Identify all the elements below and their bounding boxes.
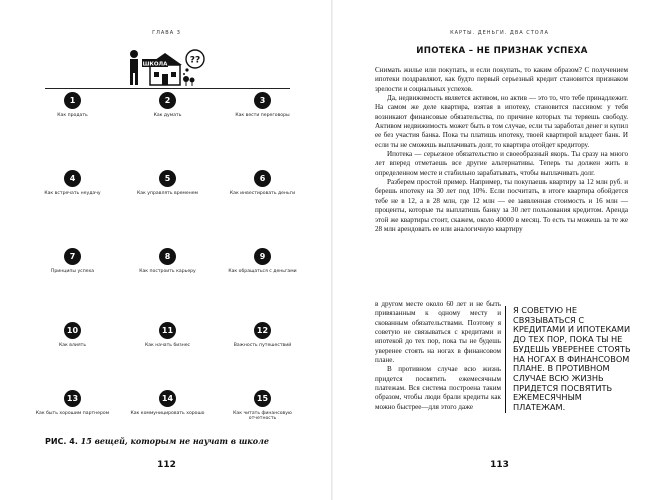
paragraph: в другом месте около 60 лет и не быть привязанным к одному месту и скованным обязательствами. Поэтому я советую не связываться с кредитами и ипотекой до тех пор, пока ты не будешь уверенее стоять на ногах в финансовом плане. [375, 300, 501, 365]
right-page [333, 0, 666, 500]
paragraph: Да, недвижимость является активом, но актив — это то, что тебе принадлежит. На самом же деле квартира, взятая в ипотеку, становится пассивом: у тебя возникают финансовые обязательства, по причине которых ты теряешь свободу. Активом недвижимость может быть в том случае, если ты заработал денег и купил ее без участия банка. Пока ты платишь ипотеку, твоей квартирой владеет банк. И если ты не сможешь выплачивать долг, то квартира отойдет кредитору. [375, 94, 628, 149]
step-item [35, 322, 110, 348]
step-label: Как обращаться с деньгами [228, 269, 297, 274]
person-icon [130, 50, 138, 85]
step-number-badge: 10 [64, 322, 81, 339]
body-text-lower [375, 300, 501, 412]
step-number-badge: 4 [64, 170, 81, 187]
step-number-badge: 2 [159, 92, 176, 109]
section-heading: ИПОТЕКА – НЕ ПРИЗНАК УСПЕХА [416, 46, 588, 56]
tree-icon [183, 76, 195, 86]
step-label: Важность путешествий [233, 343, 292, 348]
school-illustration [120, 45, 220, 90]
step-label: Принципы успеха [50, 269, 95, 274]
illustration-ground-line [45, 88, 290, 89]
step-label: Как построить карьеру [139, 269, 196, 274]
paragraph: Ипотека — серьезное обязательство и своеобразный якорь. Ты сразу на много лет вперед отметаешь все другие альтернативы. Теперь ты должен жить в определенном месте и стабильно зарабатывать, чтобы выплачивать долг. [375, 150, 628, 177]
step-item [225, 92, 300, 118]
step-number-badge: 11 [159, 322, 176, 339]
step-label: Как читать финансовую отчетность [233, 411, 292, 422]
step-item [130, 92, 205, 118]
step-number-badge: 13 [64, 390, 81, 407]
steps-grid [35, 92, 300, 422]
question-bubble-icon [183, 50, 204, 75]
school-sign-text: ШКОЛА [142, 61, 168, 68]
step-label: Как коммуницировать хорошо [130, 411, 205, 416]
step-item [130, 322, 205, 348]
step-label: Как быть хорошим партнером [35, 411, 110, 416]
step-label: Как инвестировать деньги [229, 191, 296, 196]
step-number-badge: 15 [254, 390, 271, 407]
caption-label: РИС. 4. [45, 437, 78, 446]
step-item [130, 248, 205, 274]
step-item [225, 248, 300, 274]
paragraph: Снимать жилье или покупать, и если покупать, то каким образом? С получением ипотеки поздравляют, как будто первый серьезный кредит становится признаком зрелости и социальных успехов. [375, 66, 628, 93]
step-number-badge: 1 [64, 92, 81, 109]
figure-caption [45, 436, 305, 446]
running-head-left: ГЛАВА 3 [152, 30, 181, 36]
step-number-badge: 6 [254, 170, 271, 187]
paragraph: Разберем простой пример. Например, ты покупаешь квартиру за 12 млн руб. и берешь ипотеку на 30 лет под 10%. Если посчитать, в итоге квартира обойдется тебе не в 12, а в 28 млн, где 12 млн — ее заявленная стоимость и 16 млн — проценты, которые ты выплатишь банку за 30 лет пользования кредитом. Аренда этой же квартиры стоит, скажем, около 40000 в месяц. То есть ты можешь за те же 28 млн арендовать ее или аналогичную квартиру [375, 178, 628, 233]
step-number-badge: 9 [254, 248, 271, 265]
step-label: Как начать бизнес [144, 343, 191, 348]
page-number-left: 112 [157, 460, 176, 470]
step-number-badge: 8 [159, 248, 176, 265]
step-number-badge: 3 [254, 92, 271, 109]
step-label: Как управлять временем [136, 191, 199, 196]
step-label: Как встречать неудачу [44, 191, 101, 196]
step-item [225, 322, 300, 348]
step-item [35, 390, 110, 416]
running-head-right: КАРТЫ. ДЕНЬГИ. ДВА СТОЛА [450, 30, 549, 36]
step-item [130, 170, 205, 196]
step-item [225, 390, 300, 422]
step-label: Как думать [153, 113, 182, 118]
step-label: Как влиять [58, 343, 87, 348]
body-text [375, 66, 628, 234]
step-number-badge: 7 [64, 248, 81, 265]
caption-text: 15 вещей, которым не научат в школе [80, 436, 270, 446]
question-marks-text: ?? [189, 55, 201, 66]
step-item [35, 92, 110, 118]
step-item [35, 170, 110, 196]
page-number-right: 113 [490, 460, 509, 470]
step-label: Как продать [57, 113, 88, 118]
step-number-badge: 12 [254, 322, 271, 339]
step-item [130, 390, 205, 416]
step-item [225, 170, 300, 196]
pull-quote: Я СОВЕТУЮ НЕ СВЯЗЫВАТЬСЯ С КРЕДИТАМИ И ИПОТЕКАМИ ДО ТЕХ ПОР, ПОКА ТЫ НЕ БУДЕШЬ УВЕРЕНЕЕ СТОЯТЬ НА НОГАХ В ФИНАНСОВОМ ПЛАНЕ. В ПРОТИВНОМ СЛУЧАЕ ВСЮ ЖИЗНЬ ПРИДЕТСЯ ПОСВЯТИТЬ ЕЖЕМЕСЯЧНЫМ ПЛАТЕЖАМ. [505, 306, 636, 413]
paragraph: В противном случае всю жизнь придется посвятить ежемесячным платежам. Вся система построена таким образом, чтобы люди брали кредиты как можно быстрее—для этого даже [375, 365, 501, 411]
school-building-icon [142, 53, 182, 85]
step-label: Как вести переговоры [235, 113, 290, 118]
step-number-badge: 14 [159, 390, 176, 407]
step-number-badge: 5 [159, 170, 176, 187]
step-item [35, 248, 110, 274]
